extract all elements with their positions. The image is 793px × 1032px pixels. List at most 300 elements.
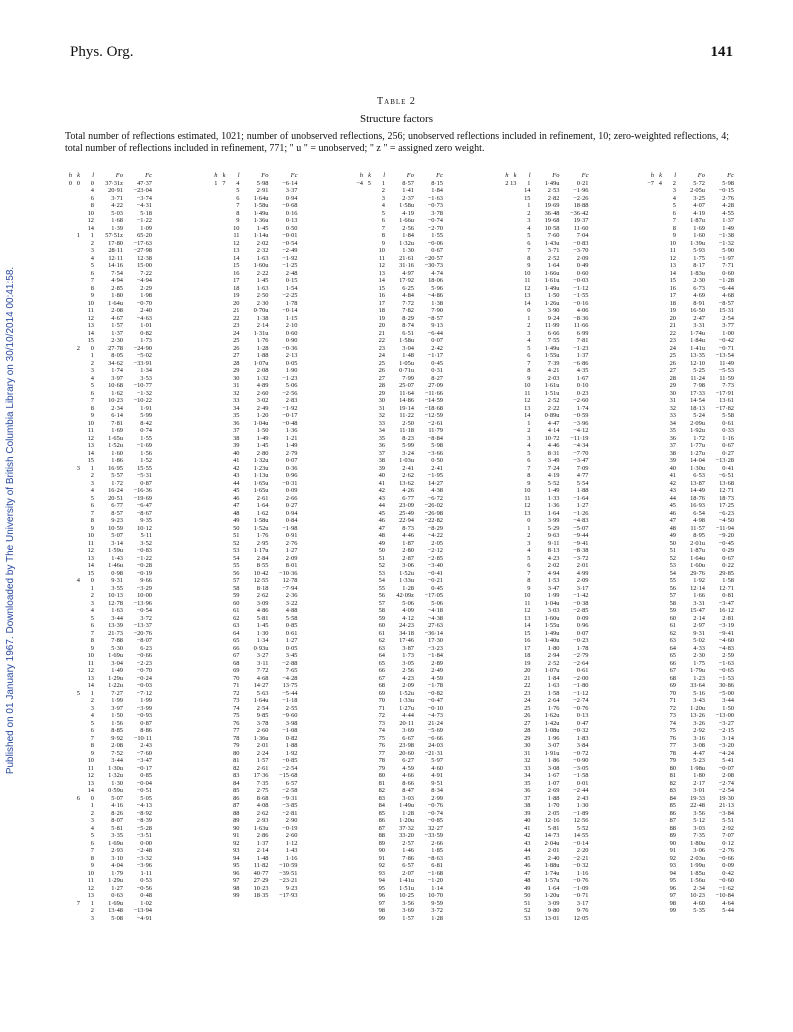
cell-k — [363, 315, 371, 323]
cell-fc: 21·13 — [719, 802, 734, 809]
cell-h — [210, 645, 218, 653]
cell-fo: 1·69 — [693, 224, 705, 232]
cell-h — [64, 405, 72, 413]
cell-k — [72, 802, 80, 810]
table-row — [646, 202, 734, 210]
cell-k — [218, 780, 226, 788]
cell-h — [210, 360, 218, 368]
cell-k — [363, 637, 371, 645]
cell-h — [210, 532, 218, 540]
column-header-fc: Fc — [727, 172, 734, 179]
cell-l: 38 — [378, 457, 385, 464]
cell-fc: −1·18 — [282, 697, 298, 704]
cell-h — [64, 195, 72, 203]
cell-fc: −6·51 — [718, 472, 734, 479]
cell-fo: 4·23 — [547, 554, 560, 562]
cell-fc: −39·51 — [278, 869, 298, 877]
cell-l: 65 — [233, 637, 240, 644]
table-row — [646, 210, 734, 218]
table-row — [646, 397, 734, 405]
cell-fo: 8·17 — [693, 262, 705, 269]
cell-fc: −0·41 — [427, 569, 443, 577]
table-row — [355, 787, 443, 795]
table-row — [64, 720, 152, 728]
cell-fc: 14·55 — [573, 832, 589, 839]
cell-h — [355, 870, 363, 878]
cell-fo: 28·11 — [108, 247, 123, 254]
cell-l: 10 — [524, 269, 531, 277]
cell-k — [509, 322, 517, 330]
cell-h — [646, 465, 654, 473]
cell-k — [72, 787, 80, 795]
cell-k — [654, 780, 662, 788]
cell-fo: 25·07 — [399, 382, 414, 389]
cell-l: 7 — [90, 847, 94, 854]
cell-fc: 0·50 — [285, 224, 298, 232]
table-row — [646, 480, 734, 488]
cell-l: 26 — [233, 344, 240, 352]
cell-h — [64, 780, 72, 788]
cell-fc: 32·27 — [428, 824, 443, 832]
cell-l: 12 — [87, 314, 94, 322]
cell-fc: −1·12 — [573, 284, 589, 292]
cell-k — [654, 825, 662, 833]
cell-l: 0 — [90, 577, 94, 584]
table-row — [64, 315, 152, 323]
cell-fo: 1·64 — [547, 884, 560, 892]
cell-h — [210, 742, 218, 750]
table-row — [646, 502, 734, 510]
cell-l: 31 — [524, 749, 531, 757]
cell-h — [646, 262, 654, 270]
table-row — [501, 450, 589, 458]
cell-l: 1 — [90, 352, 94, 359]
cell-h — [501, 675, 509, 683]
cell-fc: 10·12 — [137, 524, 152, 532]
cell-fc: −2·64 — [573, 659, 589, 667]
cell-fc: 0·85 — [285, 622, 298, 629]
table-row — [64, 292, 152, 300]
cell-fo: 37·31z — [105, 179, 123, 187]
cell-h — [210, 210, 218, 218]
cell-fc: −3·74 — [136, 194, 152, 202]
cell-l: 13 — [524, 292, 531, 299]
cell-k — [509, 412, 517, 420]
cell-fo: 1·66u — [544, 269, 560, 277]
cell-fo: 7·24 — [547, 464, 560, 472]
cell-fo: 4·19 — [402, 209, 414, 217]
cell-k — [363, 772, 371, 780]
cell-l: 80 — [669, 764, 676, 772]
cell-l: 15 — [87, 337, 94, 344]
cell-l: 27 — [378, 374, 385, 382]
cell-fo: 8·73 — [402, 524, 414, 532]
table-row — [355, 405, 443, 413]
table-row — [355, 307, 443, 315]
cell-h — [355, 382, 363, 390]
cell-k — [509, 652, 517, 660]
cell-fc: 3·77 — [722, 322, 734, 329]
cell-k — [654, 675, 662, 683]
cell-k — [509, 315, 517, 323]
cell-l: 11 — [87, 764, 94, 772]
cell-l: 7 — [90, 277, 94, 284]
cell-h — [64, 660, 72, 668]
cell-l: 3 — [381, 194, 385, 202]
table-row — [355, 615, 443, 623]
cell-l: 98 — [233, 884, 240, 892]
table-block-4 — [501, 172, 589, 952]
cell-l: 12 — [87, 217, 94, 224]
cell-l: 90 — [669, 839, 676, 847]
cell-h — [646, 727, 654, 735]
cell-l: 36 — [524, 787, 531, 794]
cell-fc: −2·49 — [282, 247, 298, 254]
table-row — [210, 592, 298, 600]
cell-fo: 3·10 — [111, 854, 123, 862]
cell-l: 26 — [378, 367, 385, 374]
table-row — [355, 900, 443, 908]
table-row — [501, 652, 589, 660]
cell-k — [363, 465, 371, 473]
cell-k — [509, 840, 517, 848]
cell-l: 23 — [669, 337, 676, 344]
cell-h — [210, 690, 218, 698]
cell-l: 12 — [87, 667, 94, 674]
table-row — [355, 600, 443, 608]
table-row — [501, 210, 589, 218]
cell-h — [646, 270, 654, 278]
table-row — [210, 555, 298, 563]
cell-k — [654, 870, 662, 878]
cell-k — [509, 240, 517, 248]
cell-fc: 0·13 — [285, 217, 298, 224]
cell-h — [64, 450, 72, 458]
table-row — [355, 382, 443, 390]
cell-h — [210, 195, 218, 203]
cell-fc: 5·58 — [285, 614, 298, 622]
cell-fo: 1·72 — [693, 434, 705, 442]
cell-fc: 0·10 — [576, 382, 589, 389]
cell-k — [509, 585, 517, 593]
cell-h — [501, 375, 509, 383]
cell-l: 40 — [233, 449, 240, 457]
cell-h — [646, 547, 654, 555]
cell-fc: 4·74 — [431, 269, 443, 277]
table-row — [355, 525, 443, 533]
cell-k — [363, 630, 371, 638]
cell-h — [210, 337, 218, 345]
cell-fo: 8·95 — [693, 532, 705, 539]
cell-l: 14 — [524, 412, 531, 419]
cell-fc: −12·59 — [424, 412, 443, 419]
cell-h — [355, 742, 363, 750]
cell-fo: 1·88u — [544, 862, 560, 869]
cell-l: 59 — [669, 607, 676, 614]
cell-fo: 5·07 — [111, 532, 123, 539]
cell-k — [363, 450, 371, 458]
cell-l: 33 — [669, 412, 676, 419]
cell-fc: 5·18 — [140, 209, 152, 217]
cell-fo: 3·24 — [402, 449, 414, 457]
cell-k — [509, 337, 517, 345]
cell-k — [509, 420, 517, 428]
cell-fc: −1·69 — [136, 442, 152, 449]
cell-l: 16 — [524, 637, 531, 644]
cell-fo: 1·63 — [111, 607, 123, 614]
cell-fc: 30·86 — [719, 682, 734, 689]
cell-l: 17 — [233, 277, 240, 284]
cell-h — [210, 585, 218, 593]
cell-fo: 57·51z — [105, 232, 123, 239]
cell-l: 73 — [669, 712, 676, 719]
cell-l: 41 — [233, 457, 240, 464]
table-row — [210, 660, 298, 668]
cell-k: 1 — [76, 232, 80, 239]
cell-h — [646, 532, 654, 540]
cell-fc: 1·01 — [140, 322, 152, 329]
cell-k — [654, 367, 662, 375]
table-row — [646, 420, 734, 428]
cell-fc: 27·63 — [428, 622, 443, 629]
cell-k — [654, 795, 662, 803]
cell-fo: 11·22 — [399, 412, 414, 419]
cell-fc: −0·72 — [573, 749, 589, 757]
cell-fo: 1·85u — [690, 869, 705, 877]
cell-l: 72 — [378, 712, 385, 719]
cell-fo: 3·97 — [111, 704, 123, 712]
cell-h — [501, 787, 509, 795]
cell-k — [654, 847, 662, 855]
cell-h — [646, 570, 654, 578]
cell-fc: −1·55 — [573, 292, 589, 299]
cell-fc: 5·98 — [722, 179, 734, 187]
table-row — [210, 697, 298, 705]
cell-fo: 22·48 — [690, 802, 705, 809]
column-header-fc: Fc — [436, 172, 443, 179]
cell-fo: 1·75 — [693, 659, 705, 667]
cell-fo: 1·79u — [690, 667, 705, 674]
cell-fc: 2·29 — [140, 284, 152, 292]
cell-k — [218, 682, 226, 690]
cell-fo: 1·57 — [111, 322, 123, 329]
table-row — [64, 360, 152, 368]
cell-fo: 1·30 — [402, 247, 414, 254]
table-row — [210, 420, 298, 428]
cell-fo: 14·86 — [399, 397, 414, 404]
cell-h — [64, 360, 72, 368]
cell-l: 43 — [669, 487, 676, 494]
table-row — [646, 472, 734, 480]
cell-l: 93 — [233, 847, 240, 854]
cell-fc: −0·59 — [573, 412, 589, 419]
cell-k — [218, 615, 226, 623]
table-row — [646, 750, 734, 758]
cell-h — [210, 547, 218, 555]
cell-k — [72, 840, 80, 848]
cell-fo: 1·49 — [547, 487, 560, 494]
cell-l: 11 — [524, 599, 531, 607]
cell-l: 12 — [233, 239, 240, 247]
cell-k — [363, 585, 371, 593]
cell-fo: 2·34 — [111, 404, 123, 412]
cell-k: 4 — [658, 179, 662, 187]
cell-k — [509, 300, 517, 308]
cell-fc: 2·79 — [285, 449, 298, 457]
cell-fc: −3·05 — [573, 764, 589, 772]
cell-fc: −0·51 — [136, 787, 152, 794]
cell-l: 69 — [233, 667, 240, 674]
cell-fo: 1·74u — [690, 329, 705, 337]
cell-l: 42 — [378, 487, 385, 494]
cell-k — [72, 262, 80, 270]
cell-fc: 10·70 — [428, 892, 443, 899]
table-row — [64, 600, 152, 608]
cell-fo: 1·28 — [402, 584, 414, 592]
cell-fc: 2·43 — [576, 794, 589, 802]
cell-fc: 7·07 — [722, 832, 734, 839]
cell-k — [363, 502, 371, 510]
cell-h — [64, 210, 72, 218]
cell-l: 8 — [90, 637, 94, 644]
cell-h — [355, 307, 363, 315]
cell-fo: 2·07 — [402, 869, 414, 877]
table-row — [501, 877, 589, 885]
cell-fo: 1·33 — [547, 494, 560, 502]
cell-fc: −3·47 — [573, 457, 589, 464]
cell-fo: 1·30u — [108, 764, 123, 772]
cell-l: 51 — [524, 899, 531, 907]
cell-l: 33 — [524, 764, 531, 772]
cell-fo: 13·39 — [108, 622, 123, 629]
cell-h — [501, 217, 509, 225]
table-row — [64, 180, 152, 188]
cell-l: 86 — [669, 809, 676, 817]
cell-l: 0 — [90, 794, 94, 802]
cell-l: 96 — [669, 884, 676, 892]
cell-l: 89 — [669, 832, 676, 839]
cell-fo: 2·47 — [693, 314, 705, 322]
cell-fo: 3·90 — [547, 307, 560, 314]
cell-h — [355, 405, 363, 413]
cell-l: 30 — [378, 397, 385, 404]
cell-l: 12 — [378, 262, 385, 269]
cell-l: 0 — [527, 517, 531, 524]
cell-fo: 4·23 — [402, 674, 414, 682]
cell-fo: 1·45 — [256, 442, 269, 449]
table-row — [64, 405, 152, 413]
cell-fo: 3·14 — [111, 539, 123, 547]
cell-h — [355, 772, 363, 780]
cell-h — [64, 472, 72, 480]
cell-fo: 3·03 — [402, 794, 414, 802]
cell-fo: 1·32 — [256, 374, 269, 382]
cell-k — [509, 397, 517, 405]
cell-fc: 15·00 — [137, 262, 152, 269]
cell-fc: 1·49 — [722, 224, 734, 232]
cell-k — [363, 487, 371, 495]
cell-h — [355, 202, 363, 210]
cell-fc: −1·92 — [282, 254, 298, 262]
cell-k — [72, 772, 80, 780]
cell-fo: 1·69u — [108, 899, 123, 907]
table-row — [355, 832, 443, 840]
cell-l: 21 — [669, 322, 676, 329]
cell-k — [218, 450, 226, 458]
cell-fc: −1·92 — [282, 404, 298, 412]
cell-fc: 1·54 — [285, 284, 298, 292]
cell-fo: 2·08 — [256, 367, 269, 374]
cell-fc: −3·66 — [427, 449, 443, 457]
cell-fo: 2·40 — [547, 854, 560, 862]
cell-fc: 0·81 — [722, 592, 734, 599]
cell-l: 10 — [87, 532, 94, 539]
cell-h — [210, 712, 218, 720]
cell-fo: 2·49 — [256, 404, 269, 412]
cell-fc: −0·71 — [718, 344, 734, 352]
cell-k — [509, 405, 517, 413]
cell-l: 50 — [669, 539, 676, 547]
cell-fo: 8·29 — [402, 314, 414, 322]
cell-l: 97 — [233, 877, 240, 884]
cell-l: 25 — [233, 337, 240, 344]
cell-fc: −2·23 — [136, 659, 152, 667]
cell-l: 1 — [90, 689, 94, 697]
cell-h — [355, 780, 363, 788]
table-row — [210, 180, 298, 188]
cell-fo: 7·39 — [547, 359, 560, 367]
table-row — [64, 900, 152, 908]
table-row — [501, 915, 589, 923]
cell-k — [654, 217, 662, 225]
cell-fc: −8·36 — [573, 314, 589, 322]
table-row — [646, 765, 734, 773]
cell-h — [64, 322, 72, 330]
cell-h — [501, 547, 509, 555]
table-row — [355, 630, 443, 638]
cell-fo: 7·81 — [111, 419, 123, 427]
cell-l: 2 — [527, 532, 531, 539]
cell-h — [646, 705, 654, 713]
table-row — [64, 870, 152, 878]
cell-fo: 1·60u — [544, 614, 560, 622]
table-row — [210, 517, 298, 525]
cell-k — [509, 660, 517, 668]
cell-k — [509, 817, 517, 825]
cell-fo: 2·60 — [256, 727, 269, 734]
cell-h — [501, 487, 509, 495]
cell-k — [509, 210, 517, 218]
cell-l: 22 — [524, 682, 531, 689]
cell-fc: −6·86 — [573, 359, 589, 367]
cell-k — [218, 270, 226, 278]
cell-k — [654, 727, 662, 735]
cell-fo: 34·18 — [399, 629, 414, 637]
cell-h — [64, 217, 72, 225]
cell-fc: 0·09 — [285, 487, 298, 494]
cell-h — [210, 855, 218, 863]
cell-h: −7 — [647, 179, 654, 187]
cell-fo: 3·01 — [693, 787, 705, 794]
table-row — [501, 322, 589, 330]
cell-k — [218, 577, 226, 585]
cell-fo: 3·02 — [256, 397, 269, 404]
cell-fc: −4·63 — [136, 314, 152, 322]
cell-k — [654, 705, 662, 713]
table-row — [64, 232, 152, 240]
cell-h — [646, 225, 654, 233]
table-row — [646, 705, 734, 713]
